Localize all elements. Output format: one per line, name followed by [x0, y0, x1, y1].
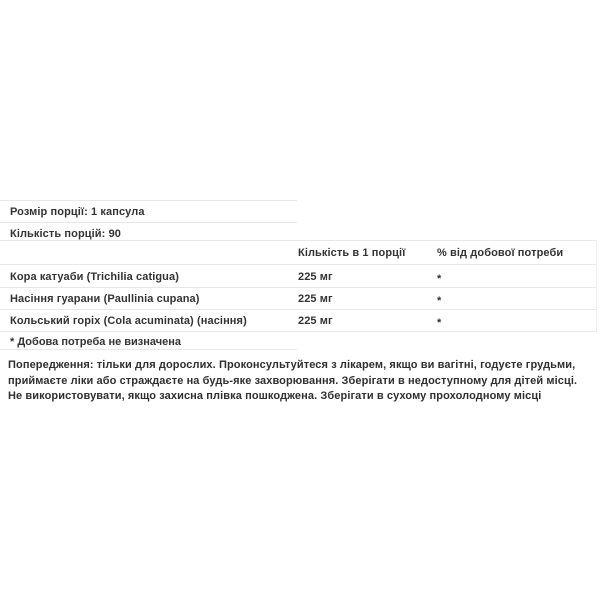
column-header-amount: Кількість в 1 порції: [298, 247, 406, 259]
ingredient-daily-value: *: [437, 273, 442, 285]
ingredient-amount: 225 мг: [298, 293, 333, 305]
table-right-border: [596, 240, 597, 331]
serving-size-row: Розмір порції: 1 капсула: [10, 206, 145, 218]
ingredient-daily-value: *: [437, 295, 442, 307]
rule-top: [0, 200, 297, 201]
ingredient-name: Кольський горіх (Cola acuminata) (насіння): [10, 315, 247, 327]
rule-under-row-2: [0, 309, 597, 310]
ingredient-daily-value: *: [437, 317, 442, 329]
rule-under-serving-size: [0, 222, 297, 223]
ingredient-amount: 225 мг: [298, 271, 333, 283]
rule-under-row-1: [0, 287, 597, 288]
ingredient-name: Кора катуаби (Trichilia catigua): [10, 271, 179, 283]
ingredient-amount: 225 мг: [298, 315, 333, 327]
rule-under-servings-count: [0, 240, 597, 241]
warnings-text: Попередження: тільки для дорослих. Проконсультуйтеся з лікарем, якщо ви вагітні, годуєте грудьми, приймаєте ліки або страждаєте на будь-яке захворювання. Зберігати в недоступному для дітей місці. Не використовувати, якщо захисна плівка пошкоджена. Зберігати в сухому прохолодному місці: [8, 359, 578, 402]
ingredient-name: Насіння гуарани (Paullinia cupana): [10, 293, 200, 305]
rule-under-footnote: [0, 349, 297, 350]
rule-under-header: [0, 264, 597, 265]
daily-value-footnote: * Добова потреба не визначена: [10, 336, 182, 348]
rule-under-row-3: [0, 331, 597, 332]
column-header-daily-value: % від добової потреби: [437, 247, 564, 259]
servings-per-container-row: Кількість порцій: 90: [10, 228, 122, 240]
